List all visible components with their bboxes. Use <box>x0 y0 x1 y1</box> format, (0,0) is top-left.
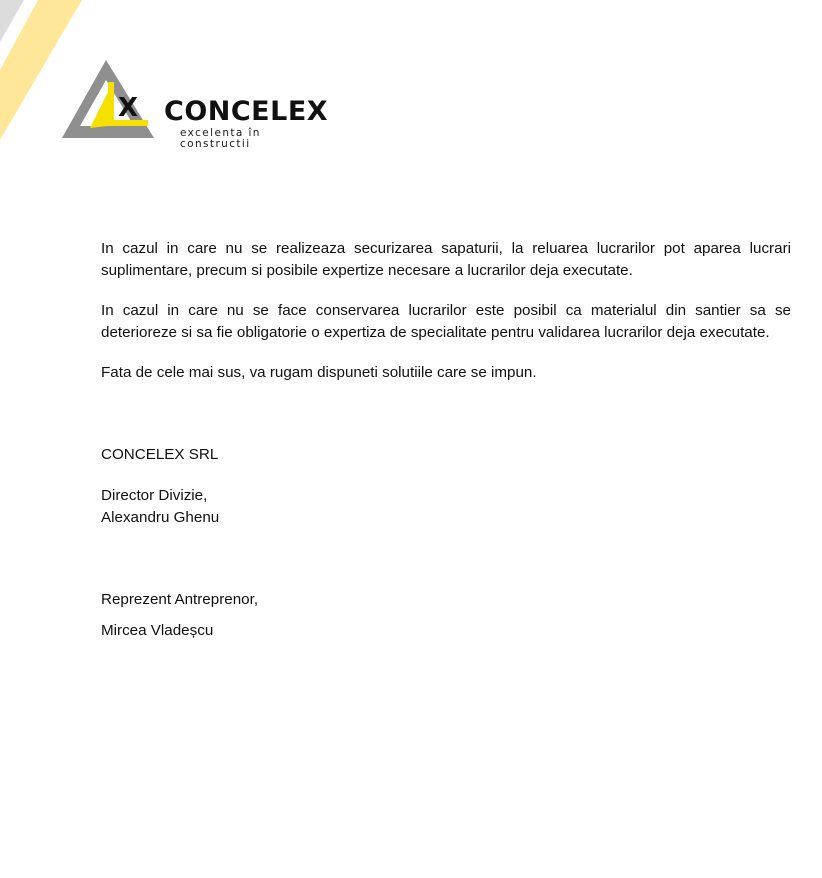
director-signature-block <box>101 485 219 529</box>
svg-text:X: X <box>118 93 139 123</box>
signature-company: CONCELEX SRL <box>101 446 219 463</box>
body-paragraph: In cazul in care nu se realizeaza securizarea sapaturii, la reluarea lucrarilor pot aparea lucrari suplimentare, precum si posibile expertize necesare a lucrarilor deja executate. <box>101 240 791 279</box>
logo-tagline: excelenta în constructii <box>180 127 261 150</box>
company-logo <box>62 58 332 150</box>
logo-company-name: CONCELEX <box>164 96 329 127</box>
letter-body <box>101 238 791 384</box>
contractor-title: Reprezent Antreprenor, <box>101 591 259 608</box>
body-paragraph: In cazul in care nu se face conservarea lucrarilor este posibil ca materialul din santier sa se deterioreze si sa fie obligatorie o expertiza de specialitate pentru validarea lucrarilor deja executate. <box>101 302 791 341</box>
contractor-name: Mircea Vladeșcu <box>101 622 214 639</box>
closing-sentence: Fata de cele mai sus, va rugam dispuneti solutiile care se impun. <box>101 364 537 381</box>
director-title: Director Divizie, <box>101 487 208 504</box>
logo-triangle-icon <box>62 58 156 140</box>
contractor-signature-block <box>101 589 258 642</box>
director-name: Alexandru Ghenu <box>101 509 220 526</box>
